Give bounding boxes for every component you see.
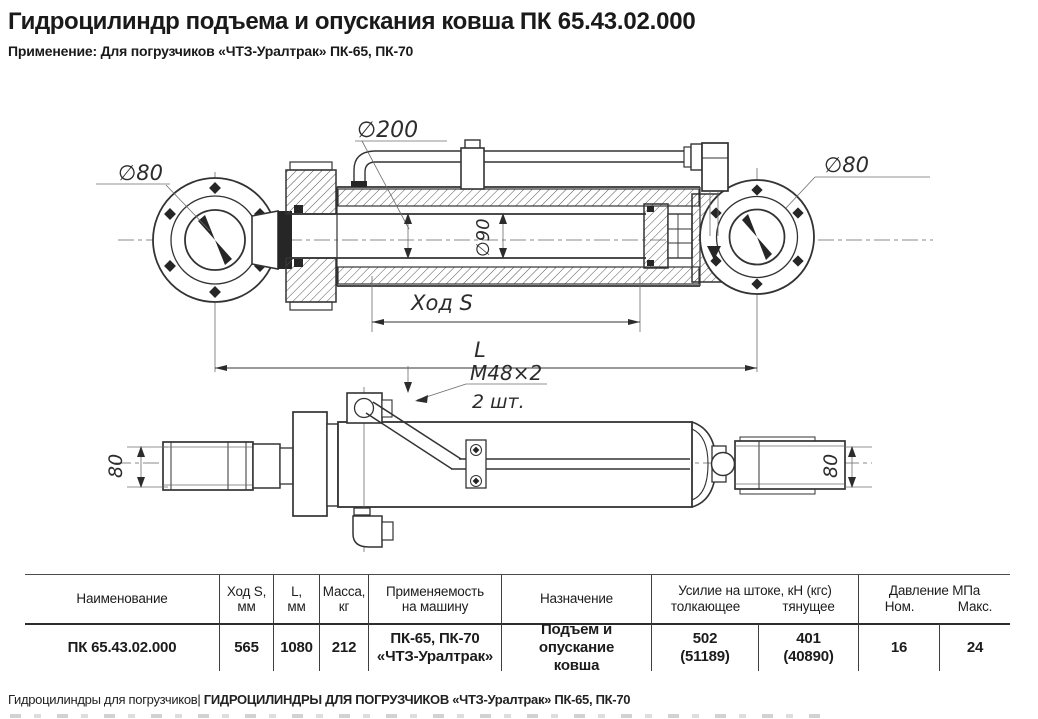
application-subtitle: Применение: Для погрузчиков «ЧТЗ-Уралтрак» ПК-65, ПК-70 — [8, 43, 414, 59]
thread-qty-label: 2 шт. — [472, 391, 525, 413]
dim-dia-eye-right — [786, 153, 930, 208]
col-header-pressure-nom: Ном. — [884, 599, 915, 614]
col-header-stroke: Ход S, мм — [220, 575, 274, 623]
row-cell-force-push: 502 (51189) — [652, 623, 759, 671]
page-footer — [8, 692, 630, 707]
spec-table — [25, 574, 1010, 674]
rod-left-label: 80 — [105, 453, 127, 478]
row-cell-application: ПК-65, ПК-70 «ЧТЗ-Уралтрак» — [369, 623, 502, 671]
col-header-force-pull: тянущее — [759, 599, 859, 623]
col-header-application: Применяемость на машину — [369, 575, 502, 623]
row-cell-force-pull: 401 (40890) — [759, 623, 859, 671]
length-label: L — [474, 338, 486, 362]
footer-title: ГИДРОЦИЛИНДРЫ ДЛЯ ПОГРУЗЧИКОВ «ЧТЗ-Уралтрак» ПК-65, ПК-70 — [203, 692, 631, 707]
port-bottom-plan — [353, 508, 393, 547]
col-header-mass: Масса, кг — [320, 575, 369, 623]
page-title-code: ПК 65.43.02.000 — [519, 8, 696, 35]
clipped-text-line — [10, 714, 820, 718]
col-header-force-push: толкающее — [670, 599, 741, 614]
row-cell-stroke: 565 — [220, 623, 274, 671]
rod-eye-left — [153, 172, 292, 372]
row-cell-name: ПК 65.43.02.000 — [25, 623, 220, 671]
row-cell-pressure-max: 24 — [940, 623, 1010, 671]
page-title-text: Гидроцилиндр подъема и опускания ковша — [8, 8, 514, 35]
col-header-name: Наименование — [25, 575, 220, 623]
dim-dia-rod — [473, 213, 507, 259]
row-cell-purpose: Подъем и опускание ковша — [502, 623, 652, 671]
col-header-purpose: Назначение — [502, 575, 652, 623]
dim-rod-left — [105, 446, 168, 488]
port-fitting-mid — [461, 140, 484, 189]
row-cell-length: 1080 — [274, 623, 320, 671]
footer-breadcrumb: Гидроцилиндры для погрузчиков| — [8, 692, 201, 707]
plan-view — [105, 361, 872, 552]
row-cell-mass: 212 — [320, 623, 369, 671]
section-view — [96, 118, 933, 372]
piston-rod — [292, 214, 646, 258]
dia-bore-label: ∅200 — [357, 118, 419, 143]
row-cell-pressure-nom: 16 — [859, 623, 940, 671]
dia-eye-left-label: ∅80 — [118, 161, 164, 185]
cylinder-body-plan — [293, 412, 716, 516]
rod-right-label: 80 — [820, 453, 842, 478]
dia-rod-label: ∅90 — [473, 218, 494, 257]
thread-label: M48×2 — [470, 361, 543, 385]
col-header-pressure-max: Макс. — [957, 599, 993, 614]
hydraulic-pipe — [351, 144, 702, 187]
rod-eye-right — [700, 168, 814, 372]
piston-assembly — [644, 204, 692, 268]
rod-end-left — [163, 442, 293, 490]
gland-assembly — [286, 162, 336, 310]
dia-eye-right-label: ∅80 — [824, 153, 870, 177]
col-header-length: L, мм — [274, 575, 320, 623]
stroke-label: Ход S — [411, 291, 473, 315]
col-header-force-group: Усилие на штоке, кН (кгс) — [652, 575, 859, 599]
col-header-pressure-group: Давление МПа — [888, 582, 981, 598]
